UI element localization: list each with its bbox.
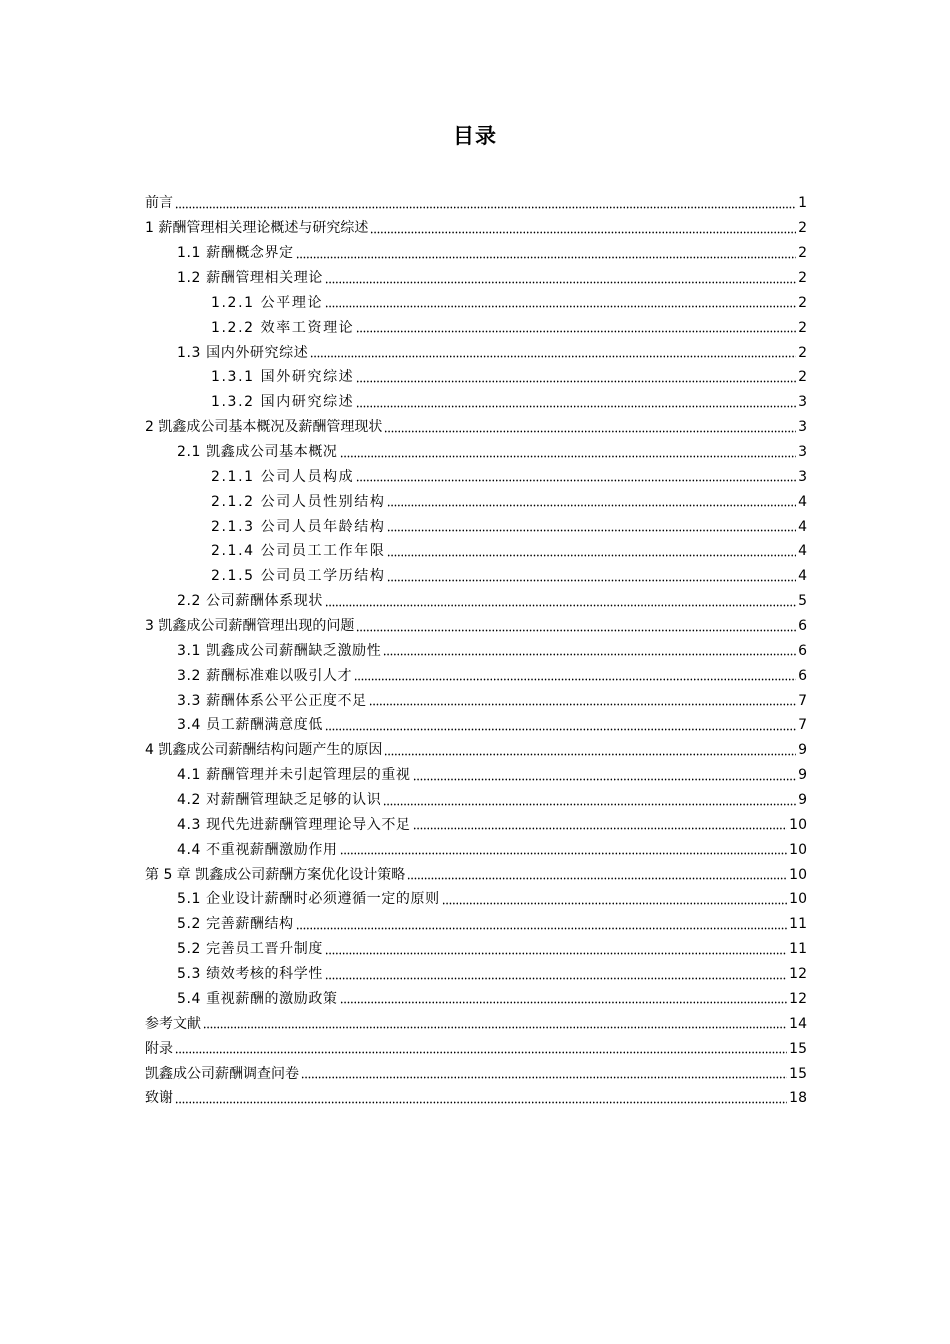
- toc-entry-level-2[interactable]: [145, 688, 807, 713]
- toc-dot-leader: [407, 874, 787, 884]
- toc-entry-label: 5.4 重视薪酬的激励政策: [177, 990, 338, 1007]
- toc-entry-level-2[interactable]: [145, 887, 807, 912]
- toc-entry-level-3[interactable]: [145, 290, 807, 315]
- toc-entry-label: 3.1 凯鑫成公司薪酬缺乏激励性: [177, 642, 382, 659]
- toc-dot-leader: [413, 824, 788, 834]
- toc-dot-leader: [369, 700, 796, 710]
- toc-page-number: 15: [789, 1065, 807, 1082]
- toc-page-number: 2: [798, 369, 807, 386]
- toc-entry-level-2[interactable]: [145, 638, 807, 663]
- toc-entry-label: 3.2 薪酬标准难以吸引人才: [177, 667, 353, 684]
- toc-dot-leader: [383, 799, 796, 809]
- toc-entry-level-1[interactable]: [145, 614, 807, 639]
- toc-page-number: 2: [798, 294, 807, 311]
- toc-entry-level-2[interactable]: [145, 266, 807, 291]
- toc-page-number: 14: [789, 1015, 807, 1032]
- toc-entry-label: 4.1 薪酬管理并未引起管理层的重视: [177, 767, 411, 784]
- toc-page-number: 1: [798, 195, 807, 212]
- toc-entry-level-3[interactable]: [145, 489, 807, 514]
- toc-page-number: 3: [798, 468, 807, 485]
- toc-entry-level-3[interactable]: [145, 315, 807, 340]
- toc-entry-label: 凯鑫成公司薪酬调查问卷: [145, 1065, 299, 1082]
- toc-page-number: 10: [789, 841, 807, 858]
- toc-entry-level-2[interactable]: [145, 241, 807, 266]
- toc-entry-label: 5.3 绩效考核的科学性: [177, 966, 323, 983]
- toc-dot-leader: [296, 252, 796, 262]
- toc-dot-leader: [325, 973, 787, 983]
- toc-entry-level-1[interactable]: [145, 1061, 807, 1086]
- toc-dot-leader: [387, 501, 796, 511]
- toc-page-number: 4: [798, 568, 807, 585]
- toc-page-number: 3: [798, 394, 807, 411]
- toc-dot-leader: [340, 451, 797, 461]
- toc-entry-label: 1.2 薪酬管理相关理论: [177, 270, 323, 286]
- toc-dot-leader: [387, 575, 796, 585]
- toc-entry-level-2[interactable]: [145, 837, 807, 862]
- toc-entry-level-1[interactable]: [145, 216, 807, 241]
- toc-page-number: 6: [798, 618, 807, 635]
- toc-entry-level-3[interactable]: [145, 539, 807, 564]
- toc-entry-label: 1.2.2 效率工资理论: [211, 319, 355, 336]
- toc-page-number: 9: [798, 767, 807, 784]
- toc-entry-level-2[interactable]: [145, 812, 807, 837]
- toc-entry-label: 3.4 员工薪酬满意度低: [177, 717, 323, 734]
- toc-entry-level-3[interactable]: [145, 390, 807, 415]
- toc-page-number: 2: [798, 319, 807, 336]
- toc-entry-label: 致谢: [145, 1090, 173, 1107]
- toc-page-number: 12: [789, 990, 807, 1007]
- toc-dot-leader: [310, 352, 796, 362]
- toc-page-number: 4: [798, 543, 807, 560]
- toc-entry-level-3[interactable]: [145, 464, 807, 489]
- toc-entry-level-1[interactable]: [145, 191, 807, 216]
- toc-page-number: 9: [798, 742, 807, 759]
- toc-entry-label: 1.1 薪酬概念界定: [177, 245, 294, 262]
- toc-page-number: 2: [798, 245, 807, 262]
- toc-entry-level-2[interactable]: [145, 713, 807, 738]
- toc-page-number: 11: [789, 916, 807, 933]
- toc-page-number: 6: [798, 642, 807, 659]
- toc-entry-label: 3.3 薪酬体系公平公正度不足: [177, 692, 367, 709]
- toc-entry-label: 2.1.1 公司人员构成: [211, 468, 355, 485]
- toc-entry-level-1[interactable]: [145, 738, 807, 763]
- toc-page-number: 4: [798, 518, 807, 535]
- toc-entry-level-2[interactable]: [145, 663, 807, 688]
- toc-entry-label: 5.2 完善员工晋升制度: [177, 941, 323, 958]
- toc-entry-level-2[interactable]: [145, 589, 807, 614]
- toc-dot-leader: [384, 426, 796, 436]
- toc-page-number: 15: [789, 1040, 807, 1057]
- toc-page-number: 10: [789, 816, 807, 833]
- toc-dot-leader: [370, 227, 796, 237]
- toc-entry-level-3[interactable]: [145, 514, 807, 539]
- toc-dot-leader: [387, 550, 796, 560]
- toc-entry-label: 1.3.1 国外研究综述: [211, 369, 355, 386]
- toc-entry-level-1[interactable]: [145, 862, 807, 887]
- toc-entry-level-2[interactable]: [145, 962, 807, 987]
- toc-dot-leader: [384, 749, 796, 759]
- toc-dot-leader: [296, 923, 787, 933]
- toc-page-number: 5: [798, 593, 807, 610]
- toc-entry-label: 2.1.5 公司员工学历结构: [211, 568, 386, 585]
- toc-entry-label: 1 薪酬管理相关理论概述与研究综述: [145, 220, 369, 237]
- toc-dot-leader: [325, 724, 796, 734]
- toc-page-number: 3: [798, 419, 807, 436]
- toc-page-number: 7: [798, 717, 807, 734]
- toc-entry-label: 1.3 国内外研究综述: [177, 344, 309, 361]
- toc-entry-label: 2.1 凯鑫成公司基本概况: [177, 444, 338, 461]
- toc-dot-leader: [301, 1073, 787, 1083]
- toc-entry-label: 4.3 现代先进薪酬管理理论导入不足: [177, 816, 411, 833]
- toc-page-number: 12: [789, 966, 807, 983]
- toc-page-number: 2: [798, 270, 807, 286]
- toc-entry-label: 3 凯鑫成公司薪酬管理出现的问题: [145, 618, 355, 635]
- toc-page-number: 6: [798, 667, 807, 684]
- toc-page-number: 11: [789, 941, 807, 958]
- toc-entry-level-3[interactable]: [145, 365, 807, 390]
- toc-page-number: 2: [798, 344, 807, 361]
- toc-dot-leader: [175, 202, 796, 212]
- toc-entry-level-3[interactable]: [145, 564, 807, 589]
- toc-dot-leader: [354, 675, 796, 685]
- table-of-contents: [145, 191, 807, 1111]
- toc-dot-leader: [356, 476, 796, 486]
- toc-entry-level-2[interactable]: [145, 340, 807, 365]
- toc-entry-label: 4.2 对薪酬管理缺乏足够的认识: [177, 792, 382, 809]
- toc-entry-label: 2.1.2 公司人员性别结构: [211, 493, 386, 510]
- toc-dot-leader: [325, 302, 796, 312]
- toc-entry-label: 5.2 完善薪酬结构: [177, 916, 294, 933]
- toc-entry-level-2[interactable]: [145, 987, 807, 1012]
- toc-dot-leader: [356, 625, 796, 635]
- toc-entry-label: 附录: [145, 1040, 173, 1057]
- toc-page-number: 4: [798, 493, 807, 510]
- toc-page-number: 10: [789, 891, 807, 908]
- toc-page-number: 10: [789, 866, 807, 883]
- toc-entry-level-2[interactable]: [145, 912, 807, 937]
- toc-entry-level-1[interactable]: [145, 415, 807, 440]
- toc-entry-label: 1.3.2 国内研究综述: [211, 394, 355, 411]
- toc-title: 目录: [453, 124, 497, 148]
- toc-dot-leader: [356, 376, 796, 386]
- toc-page-number: 3: [798, 444, 807, 461]
- toc-dot-leader: [175, 1097, 787, 1107]
- toc-entry-level-2[interactable]: [145, 763, 807, 788]
- toc-entry-label: 4.4 不重视薪酬激励作用: [177, 841, 338, 858]
- toc-entry-level-2[interactable]: [145, 440, 807, 465]
- toc-entry-level-2[interactable]: [145, 937, 807, 962]
- toc-page-number: 18: [789, 1090, 807, 1107]
- toc-entry-label: 参考文献: [145, 1015, 201, 1032]
- toc-dot-leader: [325, 277, 796, 287]
- toc-page-number: 7: [798, 692, 807, 709]
- toc-entry-level-1[interactable]: [145, 1011, 807, 1036]
- toc-entry-label: 前言: [145, 195, 173, 212]
- toc-entry-label: 2.1.3 公司人员年龄结构: [211, 518, 386, 535]
- toc-dot-leader: [356, 401, 796, 411]
- toc-entry-level-1[interactable]: [145, 1036, 807, 1061]
- toc-page-number: 2: [798, 220, 807, 237]
- toc-dot-leader: [413, 774, 797, 784]
- toc-dot-leader: [356, 327, 796, 337]
- toc-entry-label: 5.1 企业设计薪酬时必须遵循一定的原则: [177, 891, 440, 908]
- toc-dot-leader: [340, 849, 788, 859]
- toc-page-number: 9: [798, 792, 807, 809]
- toc-entry-label: 1.2.1 公平理论: [211, 294, 324, 311]
- toc-entry-level-1[interactable]: [145, 1086, 807, 1111]
- toc-entry-level-2[interactable]: [145, 788, 807, 813]
- toc-dot-leader: [325, 948, 787, 958]
- toc-entry-label: 第 5 章 凯鑫成公司薪酬方案优化设计策略: [145, 866, 406, 883]
- toc-dot-leader: [203, 1023, 787, 1033]
- toc-entry-label: 4 凯鑫成公司薪酬结构问题产生的原因: [145, 742, 383, 759]
- toc-entry-label: 2.2 公司薪酬体系现状: [177, 593, 323, 610]
- toc-entry-label: 2 凯鑫成公司基本概况及薪酬管理现状: [145, 419, 383, 436]
- toc-dot-leader: [175, 1048, 787, 1058]
- toc-dot-leader: [442, 898, 787, 908]
- toc-entry-label: 2.1.4 公司员工工作年限: [211, 543, 386, 560]
- toc-dot-leader: [325, 600, 796, 610]
- toc-dot-leader: [383, 650, 796, 660]
- toc-dot-leader: [387, 526, 796, 536]
- toc-dot-leader: [340, 998, 788, 1008]
